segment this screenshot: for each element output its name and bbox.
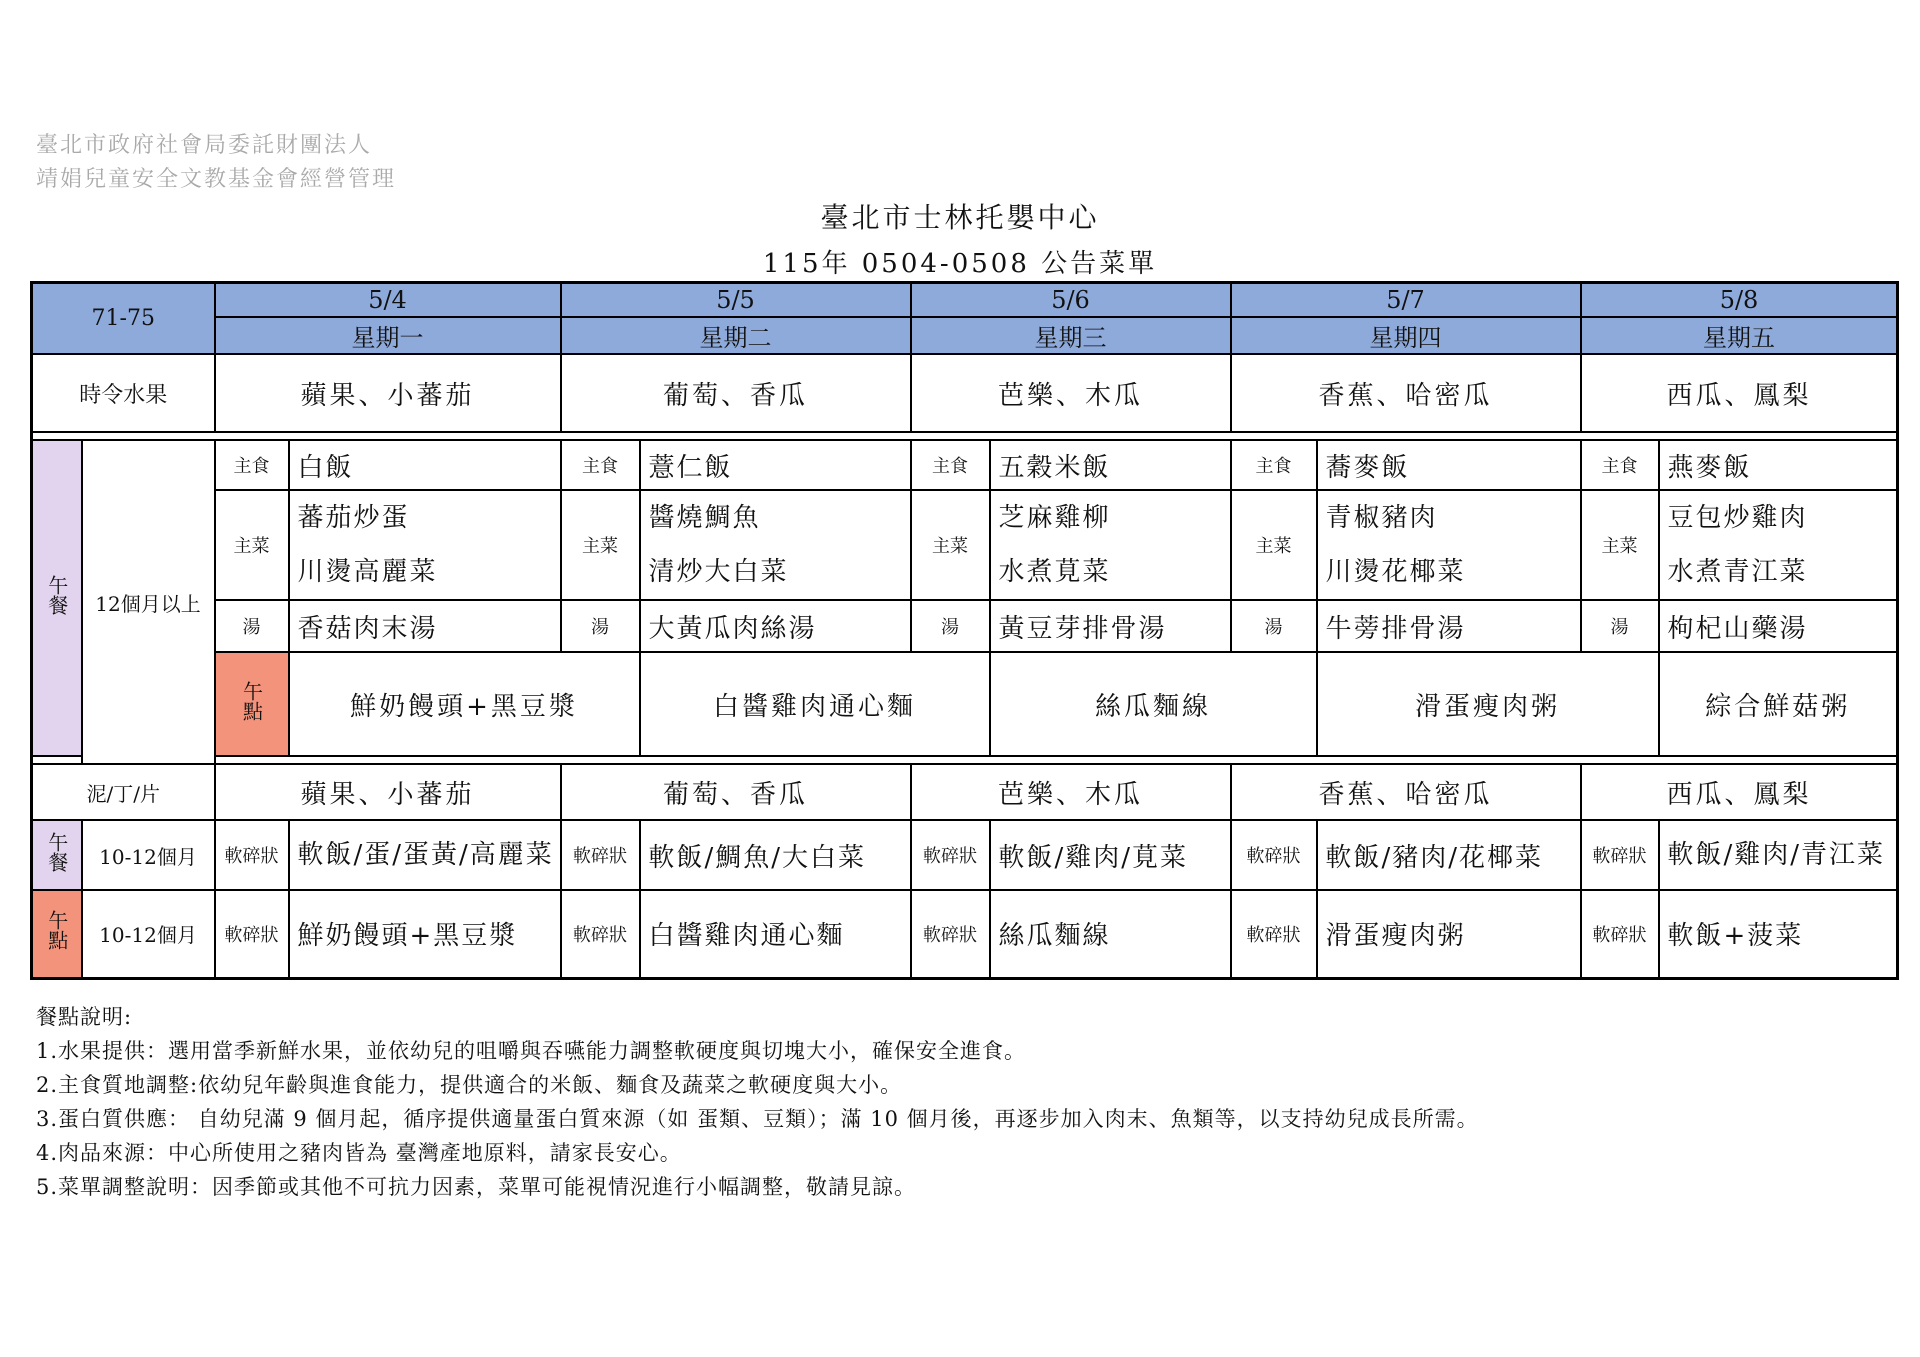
infant-fruit-cell: 西瓜、鳳梨: [1581, 764, 1898, 820]
date-cell: 5/4: [215, 283, 561, 318]
main-label: 主菜: [911, 490, 990, 600]
note-item: 2.主食質地調整:依幼兒年齡與進食能力，提供適合的米飯、麵食及蔬菜之軟硬度與大小。: [36, 1073, 903, 1097]
notes-heading: 餐點說明:: [36, 1005, 133, 1029]
fruit-label: 時令水果: [32, 354, 215, 432]
main-dish-cell: [1659, 490, 1898, 600]
snack-cell: 滑蛋瘦肉粥: [1317, 652, 1659, 756]
infant-snack-label: 午點: [32, 890, 82, 978]
main-dish-cell: [1317, 490, 1581, 600]
main-dish-2: 水煮青江菜: [1667, 557, 1808, 587]
staple-dish: 燕麥飯: [1659, 440, 1898, 490]
main-dish-cell: [640, 490, 911, 600]
date-cell: 5/5: [561, 283, 911, 318]
infant-fruit-cell: 葡萄、香瓜: [561, 764, 911, 820]
soft-label: 軟碎狀: [1231, 890, 1317, 978]
date-cell: 5/8: [1581, 283, 1898, 318]
infant-fruit-cell: 香蕉、哈密瓜: [1231, 764, 1581, 820]
soft-label: 軟碎狀: [1231, 820, 1317, 890]
note-item: 3.蛋白質供應： 自幼兒滿 9 個月起，循序提供適量蛋白質來源（如 蛋類、豆類）；滿 10 個月後，再逐步加入肉末、魚類等，以支持幼兒成長所需。: [36, 1107, 1479, 1131]
main-dish-2: 川燙高麗菜: [297, 557, 438, 587]
infant-snack-dish: 滑蛋瘦肉粥: [1317, 890, 1581, 978]
soup-label: 湯: [561, 600, 640, 652]
main-label: 主菜: [1581, 490, 1659, 600]
soft-label: 軟碎狀: [1581, 890, 1659, 978]
infant-lunch-dish: 軟飯/鯛魚/大白菜: [640, 820, 911, 890]
snack-cell: 白醬雞肉通心麵: [640, 652, 990, 756]
lunch-label: 午餐: [32, 440, 82, 756]
age-10-12-label: 10-12個月: [82, 890, 215, 978]
main-label: 主菜: [215, 490, 289, 600]
main-dish-1: 豆包炒雞肉: [1667, 503, 1808, 533]
soup-dish: 香菇肉末湯: [289, 600, 561, 652]
soup-dish: 黃豆芽排骨湯: [990, 600, 1231, 652]
soup-label: 湯: [215, 600, 289, 652]
infant-snack-dish: 絲瓜麵線: [990, 890, 1231, 978]
fruit-cell: 西瓜、鳳梨: [1581, 354, 1898, 432]
soup-dish: 牛蒡排骨湯: [1317, 600, 1581, 652]
infant-fruit-cell: 芭樂、木瓜: [911, 764, 1231, 820]
soup-label: 湯: [1231, 600, 1317, 652]
date-cell: 5/6: [911, 283, 1231, 318]
weekday-cell: 星期二: [561, 317, 911, 354]
main-dish-2: 水煮莧菜: [998, 557, 1111, 587]
note-item: 5.菜單調整說明：因季節或其他不可抗力因素，菜單可能視情況進行小幅調整，敬請見諒。: [36, 1175, 917, 1199]
main-dish-cell: [990, 490, 1231, 600]
note-item: 1.水果提供：選用當季新鮮水果，並依幼兒的咀嚼與吞嚥能力調整軟硬度與切塊大小，確保安全進食。: [36, 1039, 1027, 1063]
infant-lunch-dish: 軟飯/豬肉/花椰菜: [1317, 820, 1581, 890]
soft-label: 軟碎狀: [215, 890, 289, 978]
meal-notes: [36, 1000, 1479, 1204]
main-dish-2: 清炒大白菜: [648, 557, 789, 587]
fruit-cell: 香蕉、哈密瓜: [1231, 354, 1581, 432]
soup-label: 湯: [911, 600, 990, 652]
soup-dish: 大黃瓜肉絲湯: [640, 600, 911, 652]
weekday-cell: 星期一: [215, 317, 561, 354]
fruit-cell: 蘋果、小蕃茄: [215, 354, 561, 432]
main-label: 主菜: [561, 490, 640, 600]
soft-label: 軟碎狀: [1581, 820, 1659, 890]
staple-label: 主食: [561, 440, 640, 490]
page-title: 臺北市士林托嬰中心: [820, 201, 1100, 234]
date-cell: 5/7: [1231, 283, 1581, 318]
soft-label: 軟碎狀: [911, 820, 990, 890]
snack-label: 午點: [215, 652, 289, 756]
staple-dish: 五穀米飯: [990, 440, 1231, 490]
main-dish-cell: [289, 490, 561, 600]
infant-snack-dish: 鮮奶饅頭+黑豆漿: [289, 890, 561, 978]
staple-dish: 薏仁飯: [640, 440, 911, 490]
soup-dish: 枸杞山藥湯: [1659, 600, 1898, 652]
main-dish-1: 青椒豬肉: [1325, 503, 1438, 533]
staple-label: 主食: [1231, 440, 1317, 490]
org-line-2: 靖娟兒童安全文教基金會經營管理: [36, 167, 397, 192]
infant-fruit-cell: 蘋果、小蕃茄: [215, 764, 561, 820]
staple-dish: 蕎麥飯: [1317, 440, 1581, 490]
infant-lunch-dish: 軟飯/雞肉/青江菜: [1659, 820, 1898, 890]
main-dish-1: 醬燒鯛魚: [648, 503, 761, 533]
org-line-1: 臺北市政府社會局委託財團法人: [36, 133, 373, 158]
texture-label: 泥/丁/片: [32, 764, 215, 820]
soft-label: 軟碎狀: [215, 820, 289, 890]
main-dish-1: 蕃茄炒蛋: [297, 503, 410, 533]
soup-label: 湯: [1581, 600, 1659, 652]
note-item: 4.肉品來源：中心所使用之豬肉皆為 臺灣產地原料，請家長安心。: [36, 1141, 682, 1165]
weekday-cell: 星期三: [911, 317, 1231, 354]
age-range-cell: 71-75: [32, 283, 215, 355]
infant-lunch-dish: 軟飯/雞肉/莧菜: [990, 820, 1231, 890]
main-label: 主菜: [1231, 490, 1317, 600]
weekday-cell: 星期四: [1231, 317, 1581, 354]
soft-label: 軟碎狀: [561, 820, 640, 890]
infant-snack-dish: 軟飯+菠菜: [1659, 890, 1898, 978]
main-dish-1: 芝麻雞柳: [998, 503, 1111, 533]
infant-lunch-dish: 軟飯/蛋/蛋黃/高麗菜: [289, 820, 561, 890]
page-subtitle: 115年 0504-0508 公告菜單: [762, 249, 1158, 279]
infant-snack-dish: 白醬雞肉通心麵: [640, 890, 911, 978]
snack-cell: 絲瓜麵線: [990, 652, 1317, 756]
snack-cell: 綜合鮮菇粥: [1659, 652, 1898, 756]
fruit-cell: 葡萄、香瓜: [561, 354, 911, 432]
main-dish-2: 川燙花椰菜: [1325, 557, 1466, 587]
age-10-12-label: 10-12個月: [82, 820, 215, 890]
infant-lunch-label: 午餐: [32, 820, 82, 890]
weekday-cell: 星期五: [1581, 317, 1898, 354]
soft-label: 軟碎狀: [911, 890, 990, 978]
fruit-cell: 芭樂、木瓜: [911, 354, 1231, 432]
staple-label: 主食: [215, 440, 289, 490]
age-12up-label: 12個月以上: [82, 440, 215, 764]
staple-dish: 白飯: [289, 440, 561, 490]
snack-cell: 鮮奶饅頭+黑豆漿: [289, 652, 640, 756]
soft-label: 軟碎狀: [561, 890, 640, 978]
staple-label: 主食: [1581, 440, 1659, 490]
menu-table: [30, 281, 1899, 980]
staple-label: 主食: [911, 440, 990, 490]
